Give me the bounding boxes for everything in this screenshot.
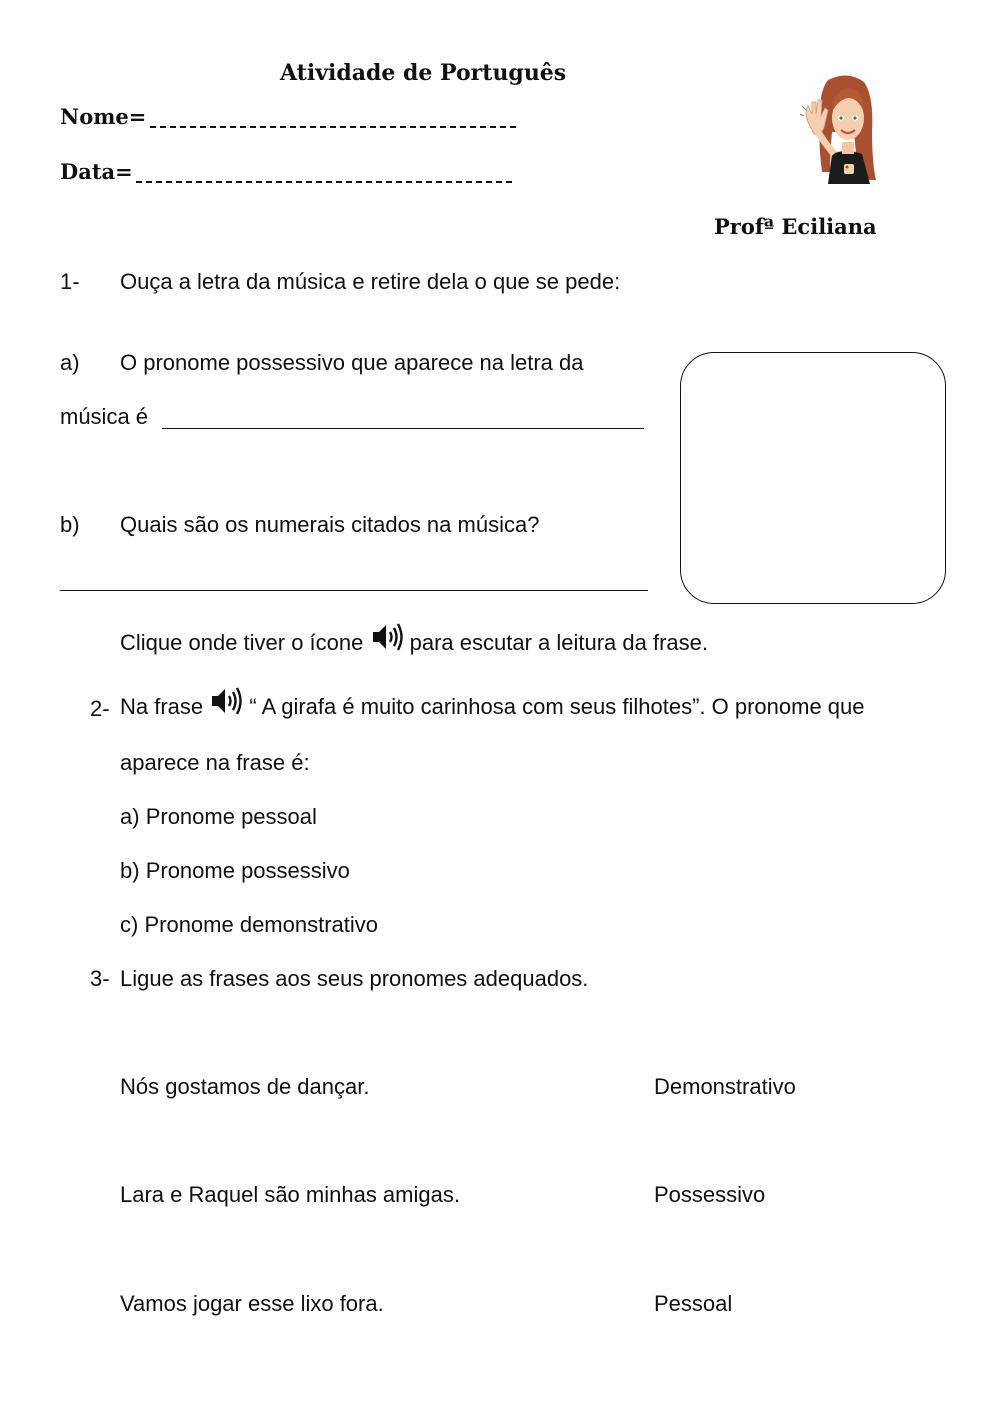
name-label: Nome= (60, 104, 147, 129)
q2-option-b[interactable] (120, 858, 350, 884)
q2-text-after: “ A girafa é muito carinhosa com seus filhotes”. O pronome que (249, 694, 865, 719)
q1b-letter: b) (60, 512, 80, 537)
q1a-answer-line[interactable] (162, 406, 644, 429)
speaker-icon[interactable] (209, 684, 243, 724)
option-letter: c) (120, 912, 139, 937)
date-field[interactable] (136, 159, 512, 183)
answer-box[interactable] (680, 352, 946, 604)
teacher-name: Profª Eciliana (714, 214, 877, 239)
match-pronoun[interactable]: Pessoal (654, 1291, 733, 1316)
option-text: Pronome demonstrativo (144, 912, 379, 937)
q1a-letter: a) (60, 350, 80, 375)
q2-number: 2- (90, 696, 110, 721)
q1a-text-cont: música é (60, 404, 149, 429)
match-pronoun[interactable]: Demonstrativo (654, 1074, 796, 1099)
page-title: Atividade de Português (280, 60, 567, 86)
instruction (120, 620, 708, 660)
q1b-answer-line[interactable] (60, 568, 648, 591)
q2-line2: aparece na frase é: (120, 750, 310, 775)
speaker-icon (370, 620, 404, 660)
date-label: Data= (60, 159, 133, 184)
option-letter: b) (120, 858, 140, 883)
q2-option-a[interactable] (120, 804, 317, 830)
q1-number: 1- (60, 269, 80, 294)
match-pronoun[interactable]: Possessivo (654, 1182, 766, 1207)
match-sentence[interactable]: Lara e Raquel são minhas amigas. (120, 1182, 460, 1207)
instruction-after: para escutar a leitura da frase. (409, 630, 709, 655)
match-sentence[interactable]: Vamos jogar esse lixo fora. (120, 1291, 384, 1316)
option-text: Pronome pessoal (145, 804, 317, 829)
q1a-text: O pronome possessivo que aparece na letra da (120, 350, 584, 375)
q2-line1 (120, 684, 865, 724)
q3-number: 3- (90, 966, 110, 991)
q2-text-before: Na frase (120, 694, 204, 719)
name-field[interactable] (150, 104, 516, 128)
match-sentence[interactable]: Nós gostamos de dançar. (120, 1074, 370, 1099)
q1-prompt: Ouça a letra da música e retire dela o que se pede: (120, 269, 621, 294)
teacher-avatar (798, 72, 880, 184)
q1b-text: Quais são os numerais citados na música? (120, 512, 540, 537)
option-letter: a) (120, 804, 140, 829)
option-text: Pronome possessivo (145, 858, 350, 883)
instruction-before: Clique onde tiver o ícone (120, 630, 364, 655)
q3-prompt: Ligue as frases aos seus pronomes adequados. (120, 966, 589, 991)
q2-option-c[interactable] (120, 912, 378, 938)
